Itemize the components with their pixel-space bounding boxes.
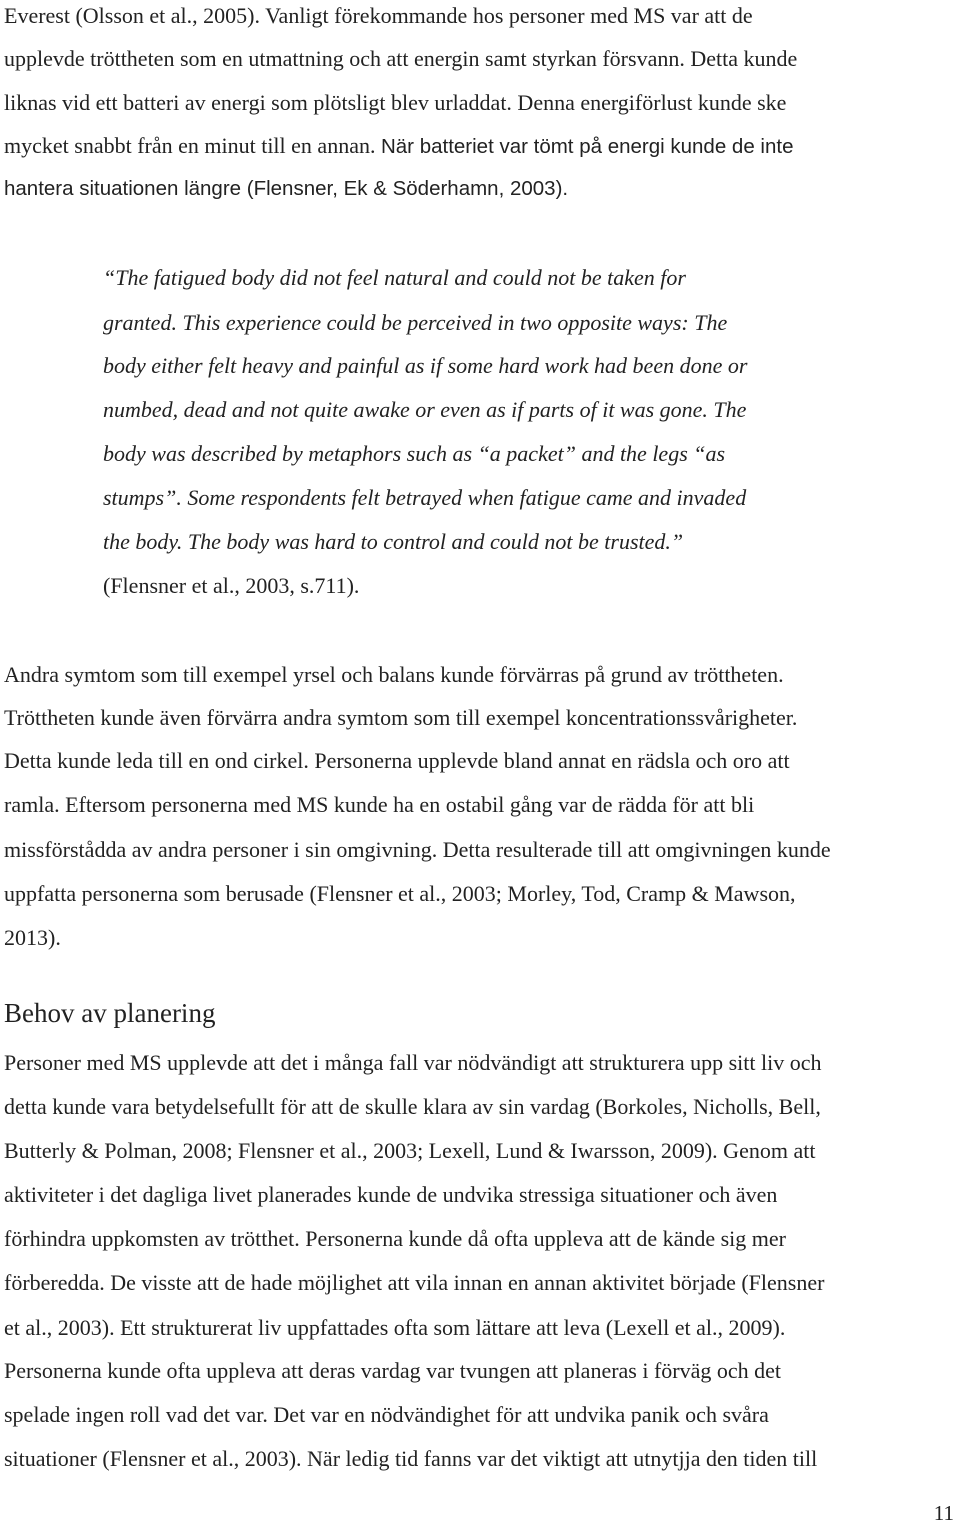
paragraph2-line-3: Detta kunde leda till en ond cirkel. Personerna upplevde bland annat en rädsla och oro att — [4, 748, 790, 773]
quote-line-6: stumps”. Some respondents felt betrayed when fatigue came and invaded — [103, 485, 747, 510]
quote-line-7: the body. The body was hard to control and could not be trusted.” — [103, 529, 684, 554]
intro-line-4 — [4, 132, 793, 161]
paragraph2-line-2: Tröttheten kunde även förvärra andra symtom som till exempel koncentrationssvårigheter. — [4, 705, 798, 730]
quote-citation: (Flensner et al., 2003, s.711). — [103, 573, 360, 598]
paragraph2-line-4: ramla. Eftersom personerna med MS kunde ha en ostabil gång var de rädda för att bli — [4, 792, 755, 817]
paragraph2-line-7: 2013). — [4, 925, 61, 950]
intro-line-4-sans: När batteriet var tömt på energi kunde de inte — [380, 135, 794, 158]
quote-line-5: body was described by metaphors such as “a packet” and the legs “as — [103, 441, 726, 466]
quote-line-1: “The fatigued body did not feel natural and could not be taken for — [103, 265, 686, 290]
intro-line-3: liknas vid ett batteri av energi som plötsligt blev urladdat. Denna energiförlust kunde ske — [4, 90, 787, 115]
section-line-9: spelade ingen roll vad det var. Det var en nödvändighet för att undvika panik och svåra — [4, 1402, 769, 1427]
section-line-7: et al., 2003). Ett strukturerat liv uppfattades ofta som lättare att leva (Lexell et al., 2009). — [4, 1315, 786, 1340]
quote-line-4: numbed, dead and not quite awake or even as if parts of it was gone. The — [103, 397, 747, 422]
section-line-10: situationer (Flensner et al., 2003). När ledig tid fanns var det viktigt att utnytjja den tiden till — [4, 1446, 818, 1471]
section-line-2: detta kunde vara betydelsefullt för att de skulle klara av sin vardag (Borkoles, Nicholls, Bell, — [4, 1094, 821, 1119]
section-line-1: Personer med MS upplevde att det i många fall var nödvändigt att strukturera upp sitt liv och — [4, 1050, 822, 1075]
section-line-5: förhindra uppkomsten av trötthet. Personerna kunde då ofta uppleva att de kände sig mer — [4, 1226, 786, 1251]
intro-line-1: Everest (Olsson et al., 2005). Vanligt förekommande hos personer med MS var att de — [4, 3, 753, 28]
paragraph2-line-6: uppfatta personerna som berusade (Flensner et al., 2003; Morley, Tod, Cramp & Mawson, — [4, 881, 796, 906]
intro-line-5: hantera situationen längre (Flensner, Ek & Söderhamn, 2003). — [4, 177, 569, 200]
paragraph2-line-1: Andra symtom som till exempel yrsel och balans kunde förvärras på grund av tröttheten. — [4, 662, 784, 687]
intro-line-4-serif: mycket snabbt från en minut till en annan. — [4, 133, 376, 158]
paragraph2-line-5: missförstådda av andra personer i sin omgivning. Detta resulterade till att omgivningen kunde — [4, 837, 831, 862]
quote-line-2: granted. This experience could be perceived in two opposite ways: The — [103, 310, 728, 335]
intro-line-2: upplevde tröttheten som en utmattning och att energin samt styrkan försvann. Detta kunde — [4, 46, 798, 71]
quote-line-3: body either felt heavy and painful as if some hard work had been done or — [103, 353, 748, 378]
section-line-4: aktiviteter i det dagliga livet planerades kunde de undvika stressiga situationer och även — [4, 1182, 778, 1207]
section-line-8: Personerna kunde ofta uppleva att deras vardag var tvungen att planeras i förväg och det — [4, 1358, 782, 1383]
section-line-3: Butterly & Polman, 2008; Flensner et al., 2003; Lexell, Lund & Iwarsson, 2009). Genom att — [4, 1138, 816, 1163]
section-line-6: förberedda. De visste att de hade möjlighet att vila innan en annan aktivitet började (Flensner — [4, 1270, 825, 1295]
page-number: 11 — [933, 1501, 954, 1525]
section-heading: Behov av planering — [4, 998, 216, 1028]
